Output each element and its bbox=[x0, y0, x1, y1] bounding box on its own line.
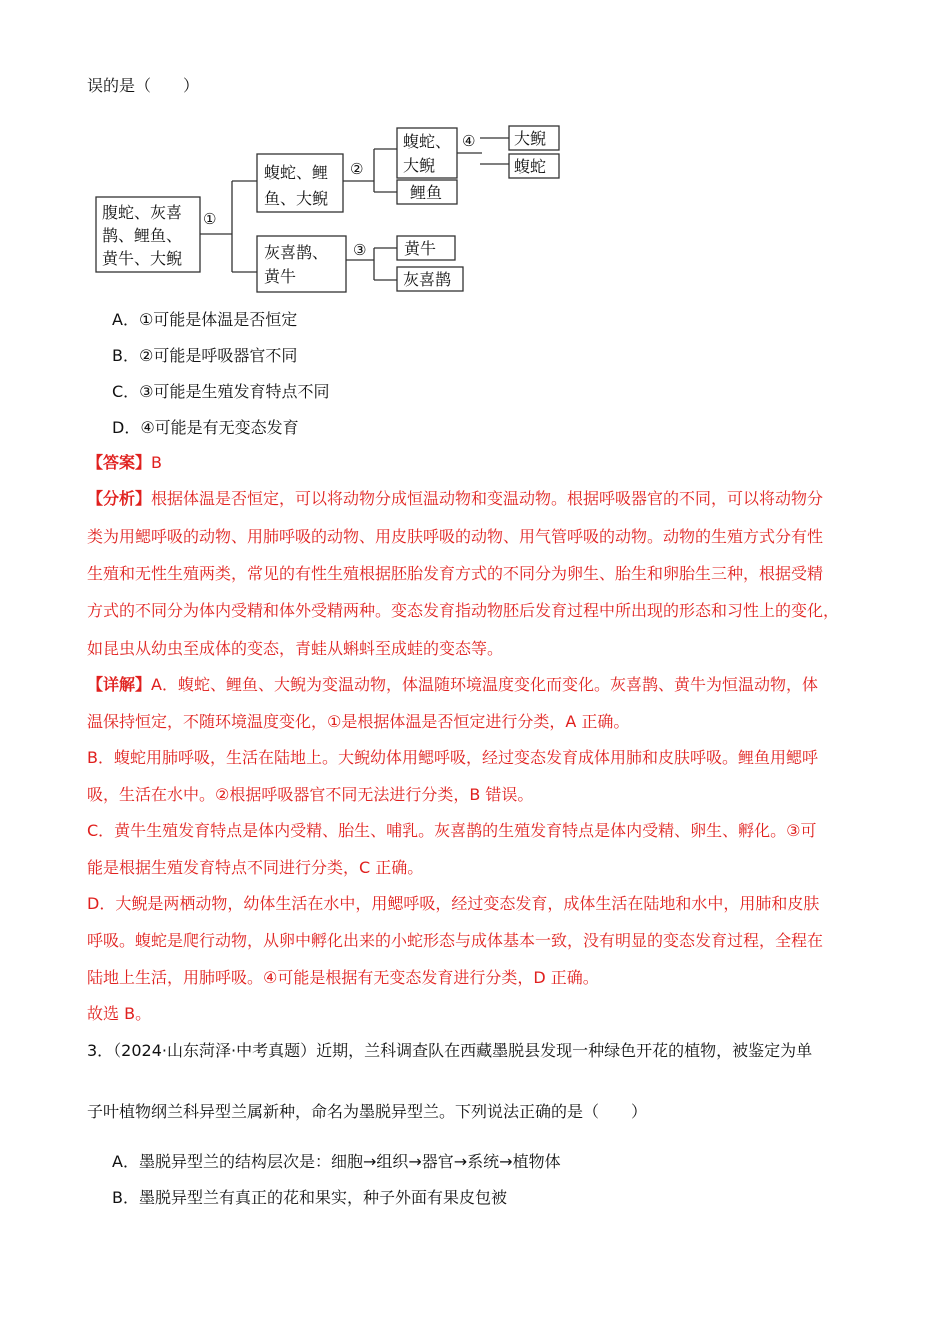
analysis-tag: 【分析】 bbox=[87, 489, 152, 508]
analysis-text-1: 根据体温是否恒定，可以将动物分成恒温动物和变温动物。根据呼吸器官的不同，可以将动物分 bbox=[151, 489, 824, 508]
detail-line-9: 陆地上生活，用肺呼吸。④可能是根据有无变态发育进行分类，D 正确。 bbox=[87, 968, 599, 987]
mid-bottom-line-1: 灰喜鹊、 bbox=[264, 243, 329, 262]
option-a[interactable]: A．①可能是体温是否恒定 bbox=[112, 310, 298, 329]
detail-line-5: C．黄牛生殖发育特点是体内受精、胎生、哺乳。灰喜鹊的生殖发育特点是体内受精、卵生、孵化。③可 bbox=[87, 821, 817, 840]
detail-line-6: 能是根据生殖发育特点不同进行分类，C 正确。 bbox=[87, 858, 424, 877]
detail-tag: 【详解】 bbox=[87, 675, 152, 694]
mid-top-line-1: 蝮蛇、鲤 bbox=[264, 163, 329, 182]
leaf-boxes bbox=[480, 124, 560, 184]
option-c[interactable]: C．③可能是生殖发育特点不同 bbox=[112, 382, 330, 401]
root-line-3: 黄牛、大鲵 bbox=[102, 249, 183, 268]
analysis-line-1 bbox=[87, 489, 823, 509]
detail-line-1 bbox=[87, 675, 818, 695]
leaf-3: 黄牛 bbox=[404, 239, 437, 258]
root-line-1: 腹蛇、灰喜 bbox=[102, 203, 183, 222]
analysis-line-4: 方式的不同分为体内受精和体外受精两种。变态发育指动物胚后发育过程中所出现的形态和习性上的变化， bbox=[87, 601, 840, 620]
detail-line-3: B．蝮蛇用肺呼吸，生活在陆地上。大鲵幼体用鳃呼吸，经过变态发育成体用肺和皮肤呼吸。鲤鱼用鳃呼 bbox=[87, 748, 818, 767]
answer bbox=[87, 453, 162, 473]
leaf-1: 大鲵 bbox=[514, 129, 547, 148]
mid-bottom-line-2: 黄牛 bbox=[264, 267, 297, 286]
analysis-line-5: 如昆虫从幼虫至成体的变态，青蛙从蝌蚪至成蛙的变态等。 bbox=[87, 639, 504, 658]
leaf-2: 蝮蛇 bbox=[514, 157, 547, 176]
detail-line-2: 温保持恒定，不随环境温度变化，①是根据体温是否恒定进行分类，A 正确。 bbox=[87, 712, 630, 731]
label-4: ④ bbox=[462, 132, 476, 150]
detail-text-1: A．蝮蛇、鲤鱼、大鲵为变温动物，体温随环境温度变化而变化。灰喜鹊、黄牛为恒温动物，体 bbox=[151, 675, 818, 694]
analysis-line-3: 生殖和无性生殖两类，常见的有性生殖根据胚胎发育方式的不同分为卵生、胎生和卵胎生三种，根据受精 bbox=[87, 564, 824, 583]
answer-tag: 【答案】 bbox=[87, 453, 152, 472]
right-top-line-1: 蝮蛇、 bbox=[403, 132, 452, 151]
root-line-2: 鹊、鲤鱼、 bbox=[102, 226, 183, 245]
classification-diagram bbox=[92, 124, 482, 296]
mid-top-line-2: 鱼、大鲵 bbox=[264, 189, 329, 208]
label-3: ③ bbox=[353, 241, 367, 259]
q3-option-b[interactable]: B．墨脱异型兰有真正的花和果实，种子外面有果皮包被 bbox=[112, 1188, 507, 1207]
q3-option-a[interactable]: A．墨脱异型兰的结构层次是：细胞→组织→器官→系统→植物体 bbox=[112, 1152, 561, 1171]
detail-line-7: D．大鲵是两栖动物，幼体生活在水中，用鳃呼吸，经过变态发育，成体生活在陆地和水中，用肺和皮肤 bbox=[87, 894, 820, 913]
detail-line-4: 吸，生活在水中。②根据呼吸器官不同无法进行分类，B 错误。 bbox=[87, 785, 534, 804]
conclusion: 故选 B。 bbox=[87, 1004, 152, 1023]
option-d[interactable]: D．④可能是有无变态发育 bbox=[112, 418, 299, 437]
label-1: ① bbox=[203, 210, 217, 228]
right-top-line-2: 大鲵 bbox=[403, 156, 436, 175]
answer-value: B bbox=[151, 453, 162, 472]
right-mid-box: 鲤鱼 bbox=[410, 183, 443, 202]
option-b[interactable]: B．②可能是呼吸器官不同 bbox=[112, 346, 298, 365]
leaf-4: 灰喜鹊 bbox=[403, 270, 452, 289]
question-stem-tail: 误的是（ ） bbox=[87, 76, 200, 95]
q3-stem-line-1: 3．（2024·山东菏泽·中考真题）近期，兰科调查队在西藏墨脱县发现一种绿色开花的植物，被鉴定为单 bbox=[87, 1041, 813, 1060]
detail-line-8: 呼吸。蝮蛇是爬行动物，从卵中孵化出来的小蛇形态与成体基本一致，没有明显的变态发育过程，全程在 bbox=[87, 931, 824, 950]
analysis-line-2: 类为用鳃呼吸的动物、用肺呼吸的动物、用皮肤呼吸的动物、用气管呼吸的动物。动物的生殖方式分有性 bbox=[87, 527, 824, 546]
q3-stem-line-2: 子叶植物纲兰科异型兰属新种，命名为墨脱异型兰。下列说法正确的是（ ） bbox=[87, 1102, 648, 1121]
label-2: ② bbox=[350, 160, 364, 178]
